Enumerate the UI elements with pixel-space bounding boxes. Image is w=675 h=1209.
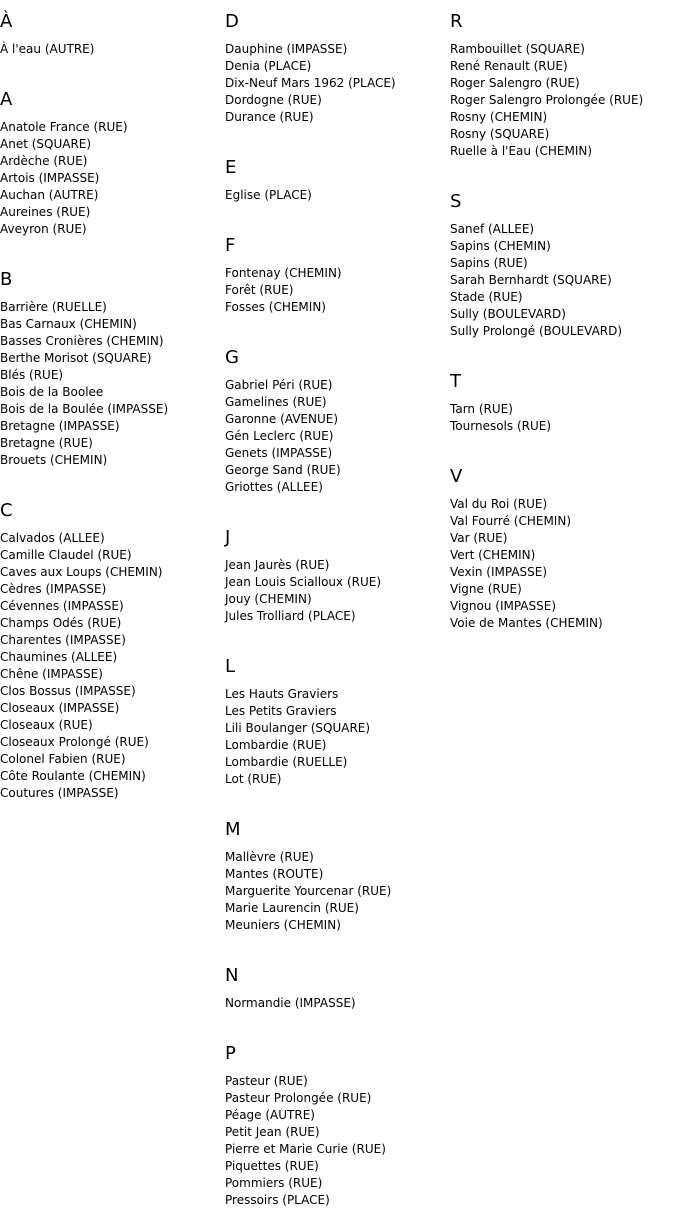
street-entry: Jules Trolliard (PLACE) <box>225 609 356 623</box>
street-entry: Charentes (IMPASSE) <box>0 633 126 647</box>
street-entry: Val du Roi (RUE) <box>450 497 548 511</box>
street-entry: Coutures (IMPASSE) <box>0 786 119 800</box>
street-entry: Jean Jaurès (RUE) <box>225 558 330 572</box>
letter-group <box>0 269 225 469</box>
street-entry: Fontenay (CHEMIN) <box>225 266 342 280</box>
letter-group <box>450 11 675 160</box>
street-entry: Pasteur Prolongée (RUE) <box>225 1091 372 1105</box>
street-entry: Lombardie (RUELLE) <box>225 755 348 769</box>
letter-group <box>225 347 450 496</box>
street-entry: Dauphine (IMPASSE) <box>225 42 348 56</box>
street-index-column-1 <box>0 0 225 802</box>
street-entry: Marie Laurencin (RUE) <box>225 901 359 915</box>
street-entry: Petit Jean (RUE) <box>225 1125 320 1139</box>
street-entry: Brouets (CHEMIN) <box>0 453 108 467</box>
street-entry: Mantes (ROUTE) <box>225 867 324 881</box>
street-entry: Meuniers (CHEMIN) <box>225 918 341 932</box>
section-letter: À <box>0 11 13 32</box>
street-entry: Garonne (AVENUE) <box>225 412 339 426</box>
street-entry: Eglise (PLACE) <box>225 188 312 202</box>
street-entry: Les Petits Graviers <box>225 704 337 718</box>
section-letter: F <box>225 235 236 256</box>
street-list <box>450 401 675 435</box>
section-letter: M <box>225 819 241 840</box>
street-entry: Auchan (AUTRE) <box>0 188 99 202</box>
street-index-column-2 <box>225 0 450 1209</box>
letter-group <box>450 191 675 340</box>
section-letter: C <box>0 500 13 521</box>
street-list <box>225 265 450 316</box>
street-entry: Rosny (CHEMIN) <box>450 110 548 124</box>
street-entry: Basses Cronières (CHEMIN) <box>0 334 164 348</box>
street-entry: Vexin (IMPASSE) <box>450 565 548 579</box>
street-entry: Berthe Morisot (SQUARE) <box>0 351 152 365</box>
street-list <box>450 41 675 160</box>
street-entry: Denia (PLACE) <box>225 59 312 73</box>
street-entry: Calvados (ALLEE) <box>0 531 105 545</box>
section-letter: D <box>225 11 239 32</box>
street-entry: Cèdres (IMPASSE) <box>0 582 107 596</box>
street-entry: Pasteur (RUE) <box>225 1074 308 1088</box>
letter-group <box>0 89 225 238</box>
street-entry: Rosny (SQUARE) <box>450 127 550 141</box>
street-entry: Champs Odés (RUE) <box>0 616 122 630</box>
street-entry: Anet (SQUARE) <box>0 137 92 151</box>
street-list <box>0 119 225 238</box>
street-entry: Blés (RUE) <box>0 368 64 382</box>
section-letter: B <box>0 269 13 290</box>
street-entry: Dordogne (RUE) <box>225 93 322 107</box>
street-entry: Sapins (RUE) <box>450 256 528 270</box>
street-entry: Forêt (RUE) <box>225 283 294 297</box>
street-entry: Tarn (RUE) <box>450 402 513 416</box>
street-entry: Clos Bossus (IMPASSE) <box>0 684 136 698</box>
street-entry: Lombardie (RUE) <box>225 738 327 752</box>
street-entry: Mallèvre (RUE) <box>225 850 314 864</box>
street-entry: Caves aux Loups (CHEMIN) <box>0 565 163 579</box>
street-entry: Bois de la Boolee <box>0 385 104 399</box>
street-entry: Normandie (IMPASSE) <box>225 996 356 1010</box>
street-list <box>0 530 225 802</box>
street-entry: Ardèche (RUE) <box>0 154 88 168</box>
street-entry: Jean Louis Scialloux (RUE) <box>225 575 382 589</box>
street-entry: Chêne (IMPASSE) <box>0 667 103 681</box>
street-entry: Rambouillet (SQUARE) <box>450 42 585 56</box>
letter-group <box>0 11 225 58</box>
street-entry: Cévennes (IMPASSE) <box>0 599 124 613</box>
street-entry: Côte Roulante (CHEMIN) <box>0 769 146 783</box>
street-entry: René Renault (RUE) <box>450 59 568 73</box>
street-entry: Colonel Fabien (RUE) <box>0 752 126 766</box>
street-entry: Voie de Mantes (CHEMIN) <box>450 616 603 630</box>
section-letter: J <box>225 527 231 548</box>
section-letter: G <box>225 347 239 368</box>
street-list <box>450 496 675 632</box>
street-index-column-3 <box>450 0 675 632</box>
street-list <box>225 849 450 934</box>
street-entry: Gamelines (RUE) <box>225 395 327 409</box>
letter-group <box>225 819 450 934</box>
street-list <box>225 1073 450 1209</box>
street-list <box>0 41 225 58</box>
street-list <box>0 299 225 469</box>
section-letter: E <box>225 157 237 178</box>
letter-group <box>450 466 675 632</box>
section-letter: S <box>450 191 462 212</box>
street-entry: Pommiers (RUE) <box>225 1176 323 1190</box>
street-entry: Roger Salengro (RUE) <box>450 76 580 90</box>
section-letter: N <box>225 965 239 986</box>
street-entry: Sully Prolongé (BOULEVARD) <box>450 324 623 338</box>
street-entry: Closeaux (RUE) <box>0 718 93 732</box>
street-entry: Fosses (CHEMIN) <box>225 300 326 314</box>
letter-group <box>225 656 450 788</box>
street-entry: À l'eau (AUTRE) <box>0 42 95 56</box>
street-entry: Bois de la Boulée (IMPASSE) <box>0 402 169 416</box>
street-entry: Vert (CHEMIN) <box>450 548 536 562</box>
street-entry: Val Fourré (CHEMIN) <box>450 514 572 528</box>
street-entry: Closeaux Prolongé (RUE) <box>0 735 149 749</box>
street-entry: Griottes (ALLEE) <box>225 480 323 494</box>
street-entry: Tournesols (RUE) <box>450 419 552 433</box>
letter-group <box>225 527 450 625</box>
street-entry: Dix-Neuf Mars 1962 (PLACE) <box>225 76 396 90</box>
street-entry: Péage (AUTRE) <box>225 1108 315 1122</box>
street-entry: Bretagne (IMPASSE) <box>0 419 120 433</box>
street-entry: Piquettes (RUE) <box>225 1159 319 1173</box>
street-entry: Artois (IMPASSE) <box>0 171 100 185</box>
street-entry: Sanef (ALLEE) <box>450 222 535 236</box>
street-entry: Sapins (CHEMIN) <box>450 239 551 253</box>
street-entry: Stade (RUE) <box>450 290 523 304</box>
street-entry: Durance (RUE) <box>225 110 314 124</box>
street-entry: George Sand (RUE) <box>225 463 341 477</box>
street-entry: Bas Carnaux (CHEMIN) <box>0 317 137 331</box>
letter-group <box>225 157 450 204</box>
street-entry: Pressoirs (PLACE) <box>225 1193 330 1207</box>
street-entry: Sarah Bernhardt (SQUARE) <box>450 273 612 287</box>
street-entry: Genets (IMPASSE) <box>225 446 333 460</box>
section-letter: P <box>225 1043 236 1064</box>
street-entry: Sully (BOULEVARD) <box>450 307 566 321</box>
letter-group <box>225 11 450 126</box>
section-letter: L <box>225 656 236 677</box>
street-list <box>225 41 450 126</box>
section-letter: R <box>450 11 463 32</box>
street-entry: Bretagne (RUE) <box>0 436 93 450</box>
street-entry: Jouy (CHEMIN) <box>225 592 312 606</box>
letter-group <box>0 500 225 802</box>
letter-group <box>225 965 450 1012</box>
street-entry: Gén Leclerc (RUE) <box>225 429 334 443</box>
street-entry: Roger Salengro Prolongée (RUE) <box>450 93 644 107</box>
street-entry: Lot (RUE) <box>225 772 282 786</box>
street-entry: Les Hauts Graviers <box>225 687 339 701</box>
street-entry: Gabriel Péri (RUE) <box>225 378 333 392</box>
street-entry: Closeaux (IMPASSE) <box>0 701 120 715</box>
street-entry: Barrière (RUELLE) <box>0 300 107 314</box>
street-entry: Vignou (IMPASSE) <box>450 599 557 613</box>
letter-group <box>225 235 450 316</box>
street-entry: Chaumines (ALLEE) <box>0 650 118 664</box>
street-entry: Var (RUE) <box>450 531 508 545</box>
letter-group <box>225 1043 450 1209</box>
street-list <box>450 221 675 340</box>
street-list <box>225 686 450 788</box>
street-list <box>225 187 450 204</box>
street-entry: Camille Claudel (RUE) <box>0 548 132 562</box>
street-entry: Vigne (RUE) <box>450 582 522 596</box>
street-entry: Marguerite Yourcenar (RUE) <box>225 884 392 898</box>
street-entry: Aureines (RUE) <box>0 205 91 219</box>
section-letter: V <box>450 466 463 487</box>
street-entry: Aveyron (RUE) <box>0 222 87 236</box>
letter-group <box>450 371 675 435</box>
street-entry: Ruelle à l'Eau (CHEMIN) <box>450 144 593 158</box>
section-letter: T <box>450 371 461 392</box>
street-list <box>225 377 450 496</box>
street-entry: Pierre et Marie Curie (RUE) <box>225 1142 386 1156</box>
street-entry: Lili Boulanger (SQUARE) <box>225 721 371 735</box>
street-list <box>225 557 450 625</box>
street-list <box>225 995 450 1012</box>
section-letter: A <box>0 89 13 110</box>
street-entry: Anatole France (RUE) <box>0 120 128 134</box>
